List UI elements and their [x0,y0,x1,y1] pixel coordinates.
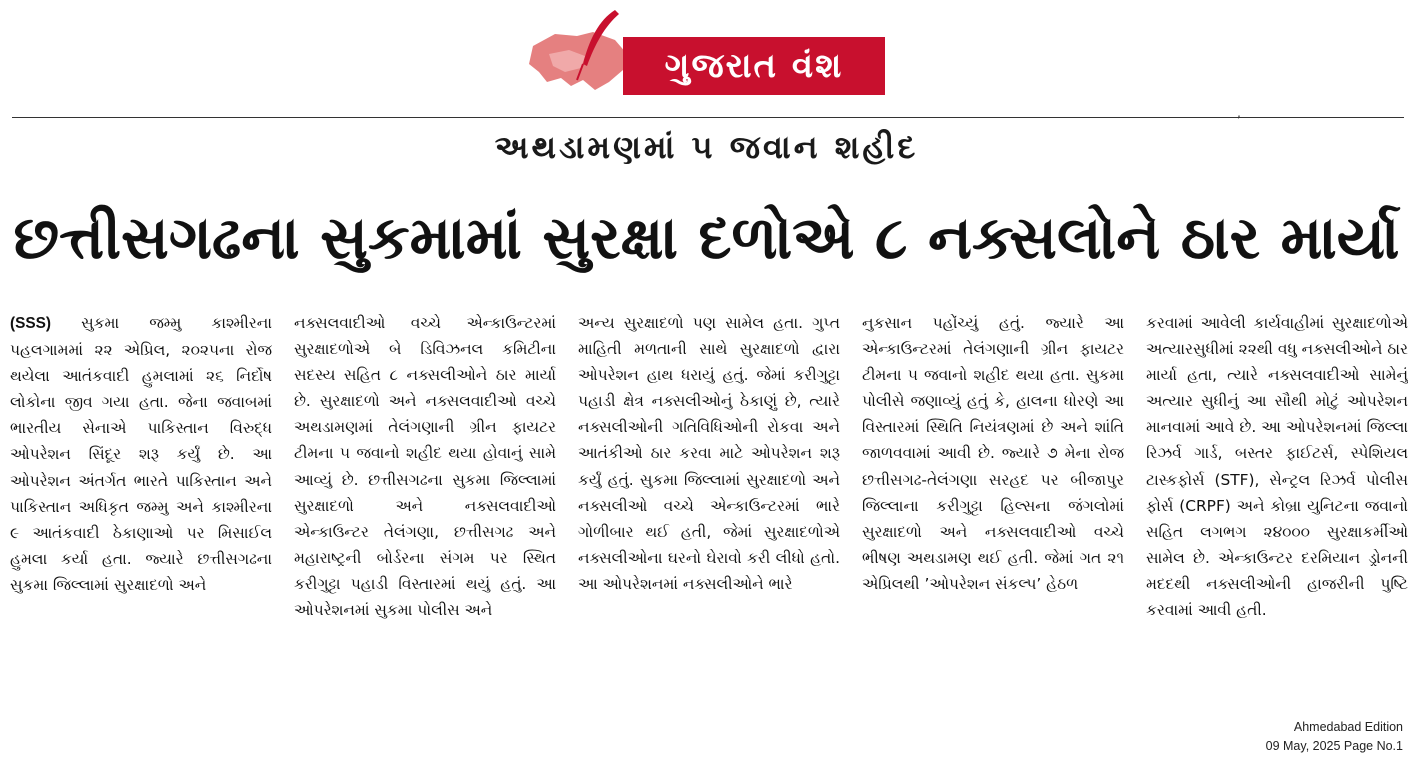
article-column-5 [1146,310,1408,700]
column-text: અન્ય સુરક્ષાદળો પણ સામેલ હતા. ગુપ્ત માહિતી મળતાની સાથે સુરક્ષાદળો દ્વારા ઓપરેશન હાથ ધરાયું હતું. જેમાં કરીગુટ્ટા પહાડી ક્ષેત્ર નક્સલીઓનું ઠેકાણું છે, ત્યારે નક્સલીઓની ગતિવિધિઓની રોકવા અને આતંકીઓ ઠાર કરવા માટે ઓપરેશન શરૂ કર્યું હતું. સુકમા જિલ્લામાં સુરક્ષાદળો અને નક્સલીઓ વચ્ચે એન્કાઉન્ટરમાં ભારે ગોળીબાર થઈ હતી, જેમાં સુરક્ષાદળોએ નક્સલીઓના ઘરનો ઘેરાવો કરી લીધો હતો. આ ઓપરેશનમાં નક્સલીઓને ભારે [578,314,840,593]
column-text: કરવામાં આવેલી કાર્યવાહીમાં સુરક્ષાદળોએ અત્યારસુધીમાં ૨૨થી વધુ નક્સલીઓને ઠાર માર્યા હતા, ત્યારે નક્સલવાદીઓ સામેનું અત્યાર સુધીનું આ સૌથી મોટું ઓપરેશન માનવામાં આવે છે. આ ઓપરેશનમાં જિલ્લા રિઝર્વ ગાર્ડ, બસ્તર ફાઈટર્સ, સ્પેશિયલ ટાસ્કફોર્સ (STF), સેન્ટ્રલ રિઝર્વ પોલીસ ફોર્સ (CRPF) અને કોબ્રા યુનિટના જવાનો સહિત લગભગ ૨૪૦૦૦ સુરક્ષાકર્મીઓ સામેલ છે. એન્કાઉન્ટર દરમિયાન ડ્રોનની મદદથી નક્સલીઓની હાજરીની પુષ્ટિ કરવામાં આવી હતી. [1146,314,1408,620]
masthead [525,6,887,94]
quill-icon [565,6,625,86]
article-headline: છત્તીસગઢના સુકમામાં સુરક્ષા દળોએ ૮ નક્સલોને ઠાર માર્યા [13,203,1400,272]
article-column-3 [578,310,840,700]
article-column-2 [294,310,556,700]
brand-logo [623,37,885,95]
edition-info [1266,718,1403,756]
dateline: (SSS) [10,315,52,332]
article-body [10,310,1408,700]
article-column-1 [10,310,272,700]
page-info: 09 May, 2025 Page No.1 [1265,739,1403,753]
column-text: નક્સલવાદીઓ વચ્ચે એન્કાઉન્ટરમાં સુરક્ષાદળોએ બે ડિવિઝનલ કમિટીના સદસ્ય સહિત ૮ નક્સલીઓને ઠાર માર્યા છે. સુરક્ષાદળો અને નક્સલવાદીઓ વચ્ચે અથડામણમાં તેલંગણાની ગ્રીન ફાયટર ટીમના ૫ જવાનો શહીદ થયા હોવાનું સામે આવ્યું છે. છત્તીસગઢના સુકમા જિલ્લામાં સુરક્ષાદળો અને નક્સલવાદીઓ એન્કાઉન્ટર તેલંગણા, છત્તીસગઢ અને મહારાષ્ટ્રની બોર્ડરના સંગમ પર સ્થિત કરીગુટ્ટા પહાડી વિસ્તારમાં થયું હતું. આ ઓપરેશનમાં સુકમા પોલીસ અને [294,314,556,620]
masthead-rule [12,117,1404,118]
article-kicker: અથડામણમાં ૫ જવાન શહીદ [494,128,919,166]
brand-name: ગુજરાત વંશ [664,46,844,86]
page-mark: , [1237,106,1241,120]
article-column-4 [862,310,1124,700]
column-text: સુકમા જમ્મુ કાશ્મીરના પહલગામમાં ૨૨ એપ્રિલ, ૨૦૨૫ના રોજ થયેલા આતંકવાદી હુમલામાં ૨૬ નિર્દોષ લોકોના જીવ ગયા હતા. જેના જવાબમાં ભારતીય સેનાએ પાકિસ્તાન વિરુદ્ધ ઓપરેશન સિંદૂર શરૂ કર્યું છે. આ ઓપરેશન અંતર્ગત ભારતે પાકિસ્તાન અને પાકિસ્તાન અધિકૃત જમ્મુ અને કાશ્મીરના ૯ આતંકવાદી ઠેકાણાઓ પર મિસાઈલ હુમલા કર્યા હતા. જ્યારે છત્તીસગઢના સુકમા જિલ્લામાં સુરક્ષાદળો અને [10,314,272,594]
column-text: નુકસાન પહોંચ્યું હતું. જ્યારે આ એન્કાઉન્ટરમાં તેલંગણાની ગ્રીન ફાયટર ટીમના ૫ જવાનો શહીદ થયા હતા. સુકમા પોલીસે જણાવ્યું હતું કે, હાલના ધોરણે આ વિસ્તારમાં સ્થિતિ નિયંત્રણમાં છે અને શાંતિ જાળવવામાં આવી છે. જ્યારે ૭ મેના રોજ છત્તીસગઢ-તેલંગણા સરહદ પર બીજાપુર જિલ્લાના કરીગુટ્ટા હિલ્સના જંગલોમાં સુરક્ષાદળો અને નક્સલવાદીઓ વચ્ચે ભીષણ અથડામણ થઈ હતી. જેમાં ગત ૨૧ એપ્રિલથી ’ઓપરેશન સંકલ્પ’ હેઠળ [862,314,1124,593]
edition-name: Ahmedabad Edition [1293,720,1403,734]
